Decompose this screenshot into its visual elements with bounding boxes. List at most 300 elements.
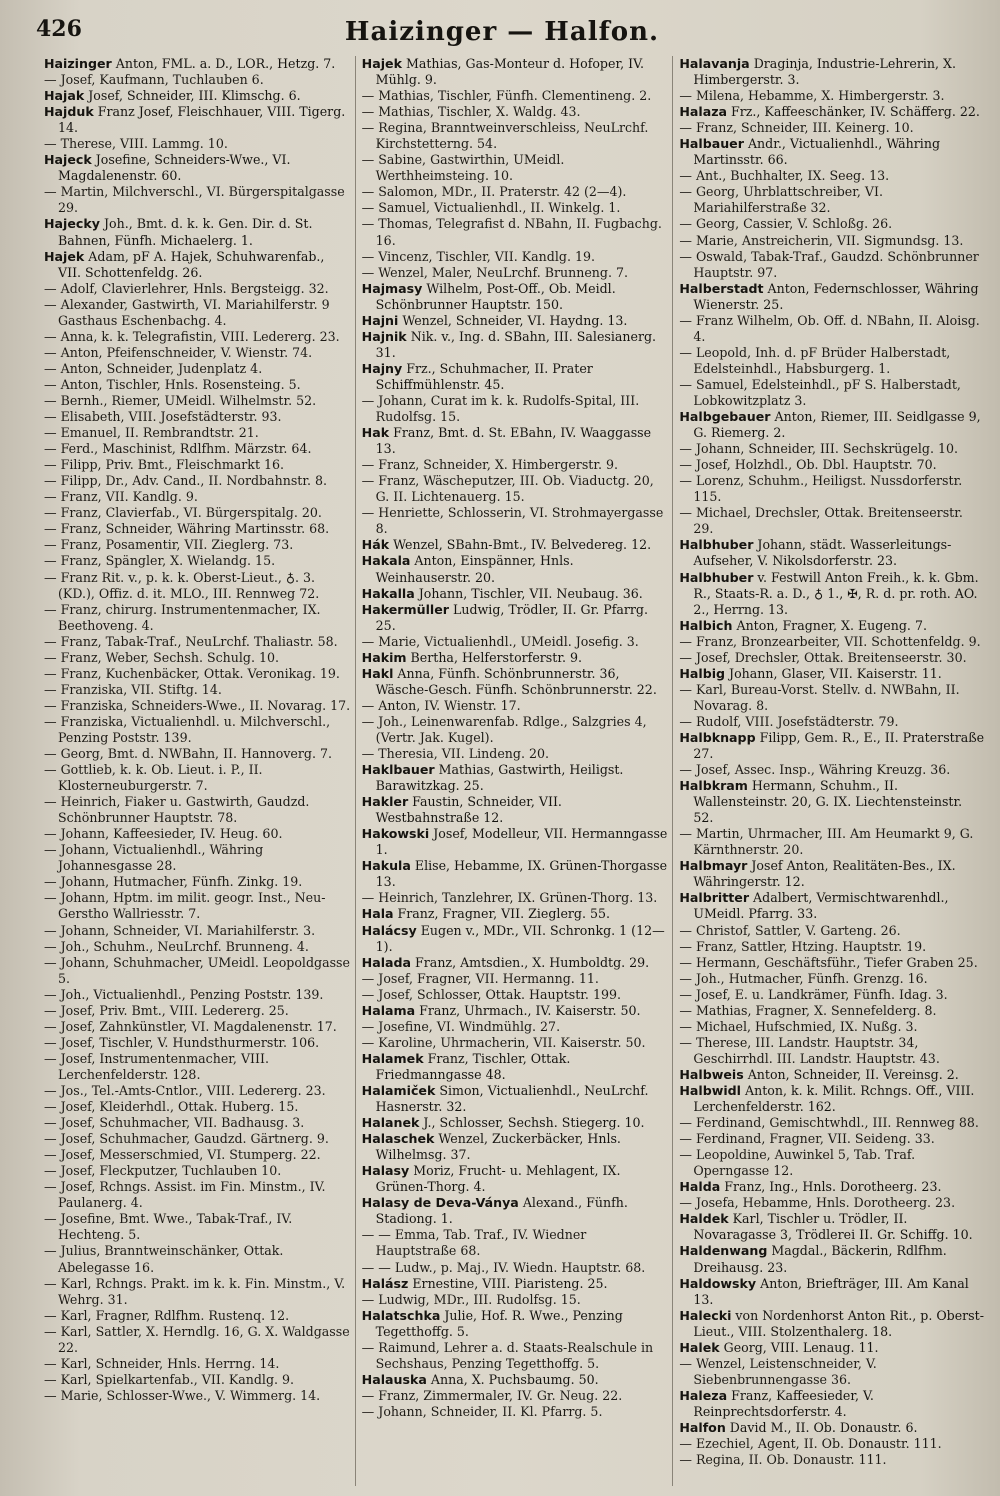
directory-entry (362, 971, 669, 987)
directory-entry (44, 682, 351, 698)
entry-text: — Franz, Sattler, Htzing. Hauptstr. 19. (679, 938, 927, 954)
entry-text: — Johann, Schneider, II. Kl. Pfarrg. 5. (361, 1403, 603, 1419)
surname: Halama (361, 1002, 416, 1018)
entry-text: — Franz, Spängler, X. Wielandg. 15. (44, 553, 276, 569)
directory-entry (44, 698, 351, 714)
directory-entry (362, 698, 669, 714)
directory-entry (44, 297, 351, 329)
directory-entry (679, 1003, 986, 1019)
entry-text: Mathias, Gas-Monteur d. Hofoper, IV. Mühlg. 9. (375, 56, 644, 88)
entry-text: — Joh., Victualienhdl., Penzing Poststr. 139. (44, 986, 324, 1002)
directory-columns (44, 56, 990, 1486)
directory-entry (679, 1147, 986, 1179)
entry-text: — Franz, Posamentir, VII. Zieglerg. 73. (44, 537, 294, 553)
directory-entry (44, 457, 351, 473)
directory-entry (679, 104, 986, 120)
surname: Hajni (361, 312, 399, 328)
directory-entry (44, 746, 351, 762)
directory-entry (362, 393, 669, 425)
directory-entry (44, 393, 351, 409)
directory-entry (44, 923, 351, 939)
directory-entry (679, 409, 986, 441)
directory-entry (362, 762, 669, 794)
surname: Halamiček (361, 1083, 436, 1098)
entry-text: — Josef, Kleiderhdl., Ottak. Huberg. 15. (44, 1099, 299, 1115)
surname: Hajduk (44, 104, 94, 120)
entry-text: — Julius, Branntweinschänker, Ottak. Abelegasse 16. (44, 1243, 284, 1275)
entry-text: — Josef, Instrumentenmacher, VIII. Lerchenfelderstr. 128. (44, 1050, 269, 1082)
directory-entry (44, 521, 351, 537)
directory-entry (44, 987, 351, 1003)
entry-text: — Emanuel, II. Rembrandtstr. 21. (44, 425, 259, 441)
entry-text: Karl, Tischler u. Trödler, II. Novaragasse 3, Trödlerei II. Gr. Schiffg. 10. (693, 1211, 973, 1243)
surname: Halbmayr (679, 858, 748, 874)
directory-entry (44, 1019, 351, 1035)
directory-entry (679, 987, 986, 1003)
directory-entry (44, 1372, 351, 1388)
entry-text: — Josef, Holzhdl., Ob. Dbl. Hauptstr. 70. (679, 457, 937, 473)
surname: Halaschek (361, 1131, 435, 1147)
entry-text: — Franz, Wäscheputzer, III. Ob. Viaductg. 20, G. II. Lichtenauerg. 15. (361, 473, 654, 505)
entry-text: — Marie, Victualienhdl., UMeidl. Josefig. 3. (361, 633, 639, 649)
entry-text: — Josef, Schuhmacher, VII. Badhausg. 3. (44, 1115, 305, 1131)
column-left (44, 56, 355, 1486)
directory-entry (44, 425, 351, 441)
entry-text: Anton, k. k. Milit. Rchngs. Off., VIII. Lerchenfelderstr. 162. (693, 1083, 975, 1115)
directory-entry (362, 794, 669, 826)
surname: Halda (679, 1179, 721, 1195)
entry-text: — Regina, Branntweinverschleiss, NeuLrchf. Kirchstetterng. 54. (361, 120, 649, 152)
directory-entry (44, 329, 351, 345)
directory-entry (362, 1308, 669, 1340)
entry-text: — Martin, Uhrmacher, III. Am Heumarkt 9, G. Kärnthnerstr. 20. (679, 826, 974, 858)
directory-entry (362, 88, 669, 104)
surname: Hakowski (361, 826, 430, 842)
entry-text: — Marie, Schlosser-Wwe., V. Wimmerg. 14. (44, 1387, 321, 1403)
directory-entry (679, 1019, 986, 1035)
entry-text: Franz, Kaffeesieder, V. Reinprechtsdorferstr. 4. (693, 1387, 874, 1419)
entry-text: — Wenzel, Maler, NeuLrchf. Brunneng. 7. (361, 264, 629, 280)
directory-entry (362, 281, 669, 313)
entry-text: Adalbert, Vermischtwarenhdl., UMeidl. Pfarrg. 33. (693, 890, 949, 922)
surname: Halász (361, 1275, 409, 1291)
entry-text: — Karl, Schneider, Hnls. Herrng. 14. (44, 1355, 280, 1371)
entry-text: — Karl, Sattler, X. Herndlg. 16, G. X. Waldgasse 22. (44, 1323, 350, 1355)
entry-text: Anton, Riemer, III. Seidlgasse 9, G. Riemerg. 2. (693, 409, 981, 441)
entry-text: Georg, VIII. Lenaug. 11. (719, 1339, 879, 1355)
directory-entry (44, 184, 351, 216)
entry-text: Frz., Kaffeeschänker, IV. Schäfferg. 22. (727, 104, 980, 120)
directory-entry (44, 1003, 351, 1019)
surname: Halavanja (679, 56, 750, 71)
directory-entry (362, 826, 669, 858)
surname: Halbauer (679, 136, 744, 152)
entry-text: Frz., Schuhmacher, II. Prater Schiffmühlenstr. 45. (375, 360, 593, 392)
directory-entry (679, 650, 986, 666)
entry-text: — Elisabeth, VIII. Josefstädterstr. 93. (44, 409, 282, 425)
directory-entry (679, 1243, 986, 1275)
entry-text: Anton, Briefträger, III. Am Kanal 13. (693, 1275, 969, 1307)
directory-entry (362, 329, 669, 361)
surname: Hak (361, 425, 390, 441)
directory-entry (679, 714, 986, 730)
entry-text: Anna, X. Puchsbaumg. 50. (426, 1371, 599, 1387)
entry-text: — Milena, Hebamme, X. Himbergerstr. 3. (679, 88, 945, 104)
directory-entry (362, 249, 669, 265)
entry-text: — Johann, Hptm. im milit. geogr. Inst., Neu-Gerstho Wallriesstr. 7. (44, 890, 326, 922)
entry-text: Moriz, Frucht- u. Mehlagent, IX. Grünen-Thorg. 4. (375, 1163, 621, 1195)
entry-text: — Franz, chirurg. Instrumentenmacher, IX. Beethoveng. 4. (44, 601, 321, 633)
directory-entry (679, 762, 986, 778)
directory-entry (679, 666, 986, 682)
entry-text: — Raimund, Lehrer a. d. Staats-Realschule in Sechshaus, Penzing Tegetthoffg. 5. (361, 1339, 654, 1371)
directory-entry (679, 1211, 986, 1243)
directory-entry (679, 890, 986, 922)
entry-text: Josef Anton, Realitäten-Bes., IX. Währingerstr. 12. (693, 858, 956, 890)
directory-entry (679, 730, 986, 762)
directory-entry (679, 971, 986, 987)
entry-text: — Josefine, Bmt. Wwe., Tabak-Traf., IV. Hechteng. 5. (44, 1211, 293, 1243)
entry-text: — Joh., Leinenwarenfab. Rdlge., Salzgries 4, (Vertr. Jak. Kugel). (361, 713, 647, 745)
entry-text: — Alexander, Gastwirth, VI. Mariahilferstr. 9 Gasthaus Eschenbachg. 4. (44, 296, 330, 328)
directory-entry (679, 168, 986, 184)
entry-text: — Salomon, MDr., II. Praterstr. 42 (2—4). (361, 184, 627, 200)
surname: Halbich (679, 617, 733, 633)
directory-entry (44, 281, 351, 297)
entry-text: Wenzel, Zuckerbäcker, Hnls. Wilhelmsg. 37. (375, 1131, 621, 1163)
directory-entry (44, 1035, 351, 1051)
surname: Hajnik (361, 328, 407, 344)
entry-text: Mathias, Gastwirth, Heiligst. Barawitzkag. 25. (375, 762, 624, 794)
directory-entry (362, 1131, 669, 1163)
directory-entry (44, 826, 351, 842)
entry-text: Franz, Bmt. d. St. EBahn, IV. Waaggasse 13. (375, 425, 652, 457)
entry-text: — Franz, Schneider, III. Keinerg. 10. (679, 120, 914, 136)
surname: Halecki (679, 1307, 732, 1323)
entry-text: Josef, Schneider, III. Klimschg. 6. (84, 88, 301, 104)
directory-entry (679, 233, 986, 249)
entry-text: — Franz, Clavierfab., VI. Bürgerspitalg. 20. (44, 505, 322, 521)
directory-entry (362, 1404, 669, 1420)
directory-entry (679, 618, 986, 634)
entry-text: — Karl, Rchngs. Prakt. im k. k. Fin. Minstm., V. Wehrg. 31. (44, 1275, 346, 1307)
surname: Hák (361, 537, 390, 553)
entry-text: — Georg, Bmt. d. NWBahn, II. Hannoverg. 7. (44, 746, 332, 762)
entry-text: — Franz Wilhelm, Ob. Off. d. NBahn, II. Aloisg. 4. (679, 312, 980, 344)
surname: Haldek (679, 1211, 729, 1227)
surname: Halbknapp (679, 729, 756, 745)
directory-entry (362, 714, 669, 746)
entry-text: — Ferdinand, Fragner, VII. Seideng. 33. (679, 1131, 935, 1147)
entry-text: — Theresia, VII. Lindeng. 20. (361, 746, 549, 762)
surname: Hakler (361, 794, 409, 810)
directory-entry (362, 1372, 669, 1388)
entry-text: — Filipp, Priv. Bmt., Fleischmarkt 16. (44, 457, 285, 473)
directory-entry (362, 265, 669, 281)
entry-text: Adam, pF A. Hajek, Schuhwarenfab., VII. Schottenfeldg. 26. (58, 248, 325, 280)
entry-text: — Josef, Tischler, V. Hundsthurmerstr. 106. (44, 1034, 320, 1050)
directory-entry (44, 104, 351, 136)
directory-entry (362, 746, 669, 762)
directory-entry (679, 923, 986, 939)
entry-text: — Mathias, Tischler, X. Waldg. 43. (361, 104, 581, 120)
entry-text: Anton, FML. a. D., LOR., Hetzg. 7. (111, 56, 336, 71)
directory-entry (44, 794, 351, 826)
surname: Hakim (361, 649, 407, 665)
entry-text: Anton, Einspänner, Hnls. Weinhauserstr. 20. (375, 553, 574, 585)
directory-entry (44, 1131, 351, 1147)
entry-text: — Leopold, Inh. d. pF Brüder Halberstadt, Edelsteinhdl., Habsburgerg. 1. (679, 344, 951, 376)
directory-entry (44, 56, 351, 72)
directory-entry (679, 939, 986, 955)
surname: Hajak (44, 88, 85, 104)
directory-entry (362, 473, 669, 505)
entry-text: — Christof, Sattler, V. Garteng. 26. (679, 922, 901, 938)
entry-text: — Josef, Rchngs. Assist. im Fin. Minstm., IV. Paulanerg. 4. (44, 1179, 326, 1211)
directory-entry (44, 1163, 351, 1179)
directory-entry (679, 955, 986, 971)
directory-entry (362, 586, 669, 602)
entry-text: — Anna, k. k. Telegrafistin, VIII. Ledererg. 23. (44, 328, 340, 344)
entry-text: Franz, Fragner, VII. Zieglerg. 55. (393, 906, 611, 922)
entry-text: — Josef, Schuhmacher, Gaudzd. Gärtnerg. 9. (44, 1131, 329, 1147)
entry-text: — Samuel, Edelsteinhdl., pF S. Halberstadt, Lobkowitzplatz 3. (679, 376, 961, 408)
entry-text: Nik. v., Ing. d. SBahn, III. Salesianerg. 31. (375, 328, 657, 360)
directory-entry (362, 1260, 669, 1276)
directory-entry (362, 361, 669, 393)
directory-entry (362, 505, 669, 537)
entry-text: — Josefa, Hebamme, Hnls. Dorotheerg. 23. (679, 1195, 956, 1211)
page-number: 426 (36, 16, 82, 42)
entry-text: Alexand., Fünfh. Stadiong. 1. (375, 1195, 628, 1227)
directory-entry (44, 570, 351, 602)
entry-text: Andr., Victualienhdl., Währing Martinsstr. 66. (693, 136, 941, 168)
entry-text: — Mathias, Fragner, X. Sennefelderg. 8. (679, 1002, 937, 1018)
entry-text: Simon, Victualienhdl., NeuLrchf. Hasnerstr. 32. (375, 1083, 649, 1115)
entry-text: — Johann, Kaffeesieder, IV. Heug. 60. (44, 826, 283, 842)
directory-entry (679, 345, 986, 377)
entry-text: — Josef, Schlosser, Ottak. Hauptstr. 199. (361, 986, 621, 1002)
entry-text: — Franziska, Victualienhdl. u. Milchverschl., Penzing Poststr. 139. (44, 713, 331, 745)
directory-entry (362, 987, 669, 1003)
directory-entry (679, 1067, 986, 1083)
entry-text: — Ferdinand, Gemischtwhdl., III. Rennweg 88. (679, 1115, 979, 1131)
entry-text: — Johann, Hutmacher, Fünfh. Zinkg. 19. (44, 874, 303, 890)
directory-entry (362, 955, 669, 971)
directory-entry (44, 602, 351, 634)
entry-text: Wilhelm, Post-Off., Ob. Meidl. Schönbrunner Hauptstr. 150. (375, 280, 616, 312)
surname: Halbgebauer (679, 409, 771, 425)
directory-entry (679, 249, 986, 281)
entry-text: — Karl, Spielkartenfab., VII. Kandlg. 9. (44, 1371, 295, 1387)
entry-text: — Franziska, VII. Stiftg. 14. (44, 681, 222, 697)
entry-text: Anton, Fragner, X. Eugeng. 7. (732, 617, 927, 633)
directory-entry (44, 345, 351, 361)
directory-entry (362, 1035, 669, 1051)
directory-entry (44, 1388, 351, 1404)
directory-entry (679, 1308, 986, 1340)
directory-entry (44, 441, 351, 457)
surname: Haldenwang (679, 1243, 768, 1259)
directory-entry (44, 874, 351, 890)
directory-entry (362, 104, 669, 120)
entry-text: — Anton, Tischler, Hnls. Rosensteing. 5. (44, 376, 301, 392)
entry-text: Franz, Amtsdien., X. Humboldtg. 29. (411, 954, 650, 970)
entry-text: — Johann, Schuhmacher, UMeidl. Leopoldgasse 5. (44, 954, 350, 986)
directory-entry (679, 1436, 986, 1452)
directory-entry (362, 56, 669, 88)
surname: Hajmasy (361, 280, 423, 296)
directory-entry (44, 152, 351, 184)
entry-text: Faustin, Schneider, VII. Westbahnstraße 12. (375, 794, 562, 826)
entry-text: — Rudolf, VIII. Josefstädterstr. 79. (679, 713, 899, 729)
entry-text: Elise, Hebamme, IX. Grünen-Thorgasse 13. (375, 858, 668, 890)
entry-text: Wenzel, Schneider, VI. Haydng. 13. (398, 312, 628, 328)
directory-entry (44, 72, 351, 88)
surname: Haldowsky (679, 1275, 757, 1291)
directory-entry (44, 216, 351, 248)
entry-text: Franz, Tischler, Ottak. Friedmanngasse 48. (375, 1050, 571, 1082)
entry-text: — Karl, Bureau-Vorst. Stellv. d. NWBahn, II. Novarag. 8. (679, 681, 960, 713)
surname: Halbig (679, 665, 726, 681)
entry-text: — Josef, Fleckputzer, Tuchlauben 10. (44, 1163, 282, 1179)
directory-entry (44, 553, 351, 569)
directory-entry (362, 1003, 669, 1019)
directory-entry (679, 184, 986, 216)
directory-entry (44, 361, 351, 377)
directory-entry (44, 1179, 351, 1211)
entry-text: — Ferd., Maschinist, Rdlfhm. Märzstr. 64. (44, 441, 312, 457)
directory-entry (362, 152, 669, 184)
directory-entry (44, 88, 351, 104)
entry-text: — — Ludw., p. Maj., IV. Wiedn. Hauptstr. 68. (361, 1259, 646, 1275)
directory-entry (44, 1324, 351, 1356)
entry-text: Johann, Glaser, VII. Kaiserstr. 11. (725, 665, 942, 681)
entry-text: — Franz Rit. v., p. k. k. Oberst-Lieut., ♁. 3. (KD.), Offiz. d. it. MLO., III. Rennweg 72. (44, 569, 320, 601)
entry-text: — — Emma, Tab. Traf., IV. Wiedner Hauptstraße 68. (361, 1227, 587, 1259)
entry-text: — Michael, Hufschmied, IX. Nußg. 3. (679, 1018, 918, 1034)
directory-entry (679, 441, 986, 457)
directory-entry (362, 457, 669, 473)
surname: Halasy (361, 1163, 410, 1179)
entry-text: — Joh., Schuhm., NeuLrchf. Brunneng. 4. (44, 938, 309, 954)
entry-text: Franz, Uhrmach., IV. Kaiserstr. 50. (415, 1002, 641, 1018)
directory-entry (362, 890, 669, 906)
directory-entry (362, 666, 669, 698)
entry-text: Anton, Federnschlosser, Währing Wienerstr. 25. (693, 280, 979, 312)
directory-entry (679, 281, 986, 313)
surname: Halbweis (679, 1066, 744, 1082)
surname: Hakalla (361, 585, 415, 601)
surname: Hakermüller (361, 601, 449, 617)
directory-entry (679, 120, 986, 136)
entry-text: Wenzel, SBahn-Bmt., IV. Belvedereg. 12. (389, 537, 652, 553)
surname: Hajek (44, 248, 85, 264)
entry-text: — Josef, Priv. Bmt., VIII. Ledererg. 25. (44, 1002, 289, 1018)
entry-text: — Johann, Schneider, III. Sechskrügelg. 10. (679, 441, 958, 457)
directory-entry (44, 1356, 351, 1372)
surname: Hakala (361, 553, 411, 569)
surname: Halek (679, 1339, 720, 1355)
column-middle (355, 56, 673, 1486)
entry-text: — Ezechiel, Agent, II. Ob. Donaustr. 111. (679, 1436, 942, 1452)
directory-entry (679, 56, 986, 88)
entry-text: — Josef, Messerschmied, VI. Stumperg. 22. (44, 1147, 321, 1163)
directory-entry (44, 939, 351, 955)
entry-text: — Franz, Kuchenbäcker, Ottak. Veronikag. 19. (44, 665, 340, 681)
entry-text: Ludwig, Trödler, II. Gr. Pfarrg. 25. (375, 601, 648, 633)
directory-entry (362, 1227, 669, 1259)
surname: Hakula (361, 858, 411, 874)
directory-entry (679, 1035, 986, 1067)
entry-text: — Marie, Anstreicherin, VII. Sigmundsg. 13. (679, 232, 964, 248)
directory-entry (362, 906, 669, 922)
entry-text: — Jos., Tel.-Amts-Cntlor., VIII. Ledererg. 23. (44, 1083, 326, 1098)
surname: Halaza (679, 104, 728, 120)
directory-entry (44, 762, 351, 794)
directory-entry (362, 602, 669, 634)
running-head: Haizinger — Halfon. (344, 17, 660, 47)
entry-text: — Franz, Schneider, Währing Martinsstr. 68. (44, 521, 330, 537)
directory-entry (44, 249, 351, 281)
entry-text: — Therese, VIII. Lammg. 10. (44, 136, 228, 152)
directory-entry (679, 1452, 986, 1468)
directory-entry (362, 923, 669, 955)
surname: Halatschka (361, 1307, 441, 1323)
entry-text: — Mathias, Tischler, Fünfh. Clementineng. 2. (361, 88, 652, 104)
directory-entry (362, 1195, 669, 1227)
directory-entry (362, 425, 669, 457)
entry-text: Joh., Bmt. d. k. k. Gen. Dir. d. St. Bahnen, Fünfh. Michaelerg. 1. (58, 216, 313, 248)
entry-text: — Josef, Zahnkünstler, VI. Magdalenenstr. 17. (44, 1018, 337, 1034)
surname: Hajeck (44, 152, 92, 168)
directory-entry (362, 200, 669, 216)
surname: Haleza (679, 1387, 728, 1403)
entry-text: Draginja, Industrie-Lehrerin, X. Himbergerstr. 3. (693, 56, 957, 88)
entry-text: Eugen v., MDr., VII. Schronkg. 1 (12—1). (375, 922, 665, 954)
entry-text: Johann, Tischler, VII. Neubaug. 36. (414, 585, 643, 601)
directory-entry (679, 313, 986, 345)
directory-entry (362, 1019, 669, 1035)
entry-text: — Georg, Uhrblattschreiber, VI. Mariahilferstraße 32. (679, 184, 883, 216)
directory-entry (44, 537, 351, 553)
surname: Halácsy (361, 922, 417, 938)
surname: Halada (361, 954, 412, 970)
entry-text: Hermann, Schuhm., II. Wallensteinstr. 20, G. IX. Liechtensteinstr. 52. (693, 778, 963, 826)
entry-text: Josefine, Schneiders-Wwe., VI. Magdalenenstr. 60. (58, 152, 291, 184)
directory-entry (679, 1356, 986, 1388)
directory-entry (679, 377, 986, 409)
entry-text: — Johann, Schneider, VI. Mariahilferstr. 3. (44, 922, 316, 938)
surname: Haklbauer (361, 762, 435, 778)
directory-entry (44, 1051, 351, 1083)
entry-text: — Josef, E. u. Landkrämer, Fünfh. Idag. 3. (679, 986, 948, 1002)
entry-text: — Therese, III. Landstr. Hauptstr. 34, Geschirrhdl. III. Landstr. Hauptstr. 43. (679, 1034, 940, 1066)
surname: Halbwidl (679, 1083, 741, 1098)
entry-text: — Thomas, Telegrafist d. NBahn, II. Fugbachg. 16. (361, 216, 662, 248)
directory-entry (44, 1243, 351, 1275)
directory-entry (44, 1276, 351, 1308)
entry-text: Anna, Fünfh. Schönbrunnerstr. 36, Wäsche-Gesch. Fünfh. Schönbrunnerstr. 22. (375, 665, 657, 697)
entry-text: — Johann, Victualienhdl., Währing Johannesgasse 28. (44, 842, 264, 874)
page-header (34, 14, 970, 50)
entry-text: — Samuel, Victualienhdl., II. Winkelg. 1. (361, 200, 621, 216)
entry-text: — Ant., Buchhalter, IX. Seeg. 13. (679, 168, 890, 184)
directory-entry (44, 890, 351, 922)
directory-entry (362, 553, 669, 585)
entry-text: Julie, Hof. R. Wwe., Penzing Tegetthoffg. 5. (375, 1307, 623, 1339)
entry-text: — Heinrich, Fiaker u. Gastwirth, Gaudzd. Schönbrunner Hauptstr. 78. (44, 794, 310, 826)
